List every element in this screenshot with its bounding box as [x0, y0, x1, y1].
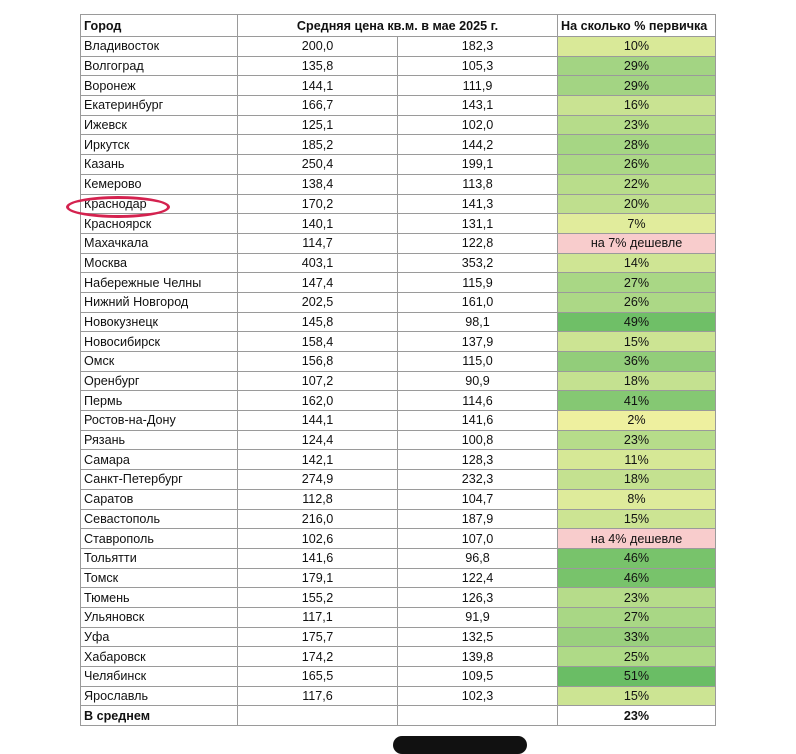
diff-cell: 7% [558, 214, 716, 234]
diff-cell: 28% [558, 135, 716, 155]
primary-price-cell: 114,7 [238, 233, 398, 253]
table-row [81, 529, 716, 549]
city-cell: Новосибирск [81, 332, 238, 352]
city-cell: Воронеж [81, 76, 238, 96]
city-cell: Тюмень [81, 588, 238, 608]
primary-price-cell: 117,6 [238, 686, 398, 706]
diff-cell: 16% [558, 96, 716, 116]
table-row [81, 411, 716, 431]
primary-price-cell: 124,4 [238, 430, 398, 450]
diff-cell: 2% [558, 411, 716, 431]
primary-price-cell: 144,1 [238, 411, 398, 431]
diff-cell: 18% [558, 470, 716, 490]
secondary-price-cell: 141,6 [398, 411, 558, 431]
diff-cell: 46% [558, 568, 716, 588]
diff-cell: 14% [558, 253, 716, 273]
secondary-price-cell: 199,1 [398, 155, 558, 175]
secondary-price-cell: 131,1 [398, 214, 558, 234]
table-row [81, 470, 716, 490]
table-row [81, 568, 716, 588]
price-table [80, 14, 716, 726]
primary-price-cell: 202,5 [238, 292, 398, 312]
city-cell: Новокузнецк [81, 312, 238, 332]
secondary-price-cell: 141,3 [398, 194, 558, 214]
table-row [81, 686, 716, 706]
primary-price-cell: 117,1 [238, 607, 398, 627]
city-cell: Махачкала [81, 233, 238, 253]
secondary-price-cell: 122,8 [398, 233, 558, 253]
diff-cell: 27% [558, 607, 716, 627]
diff-cell: 33% [558, 627, 716, 647]
primary-price-cell: 174,2 [238, 647, 398, 667]
header-price-text: Средняя цена кв.м. в мае 2025 г. [296, 18, 499, 33]
primary-price-cell: 141,6 [238, 548, 398, 568]
city-cell: Ярославль [81, 686, 238, 706]
primary-price-cell: 135,8 [238, 56, 398, 76]
primary-price-cell: 165,5 [238, 667, 398, 687]
secondary-price-cell: 353,2 [398, 253, 558, 273]
secondary-price-cell: 111,9 [398, 76, 558, 96]
secondary-price-cell: 115,9 [398, 273, 558, 293]
average-row [81, 706, 716, 726]
diff-cell: на 4% дешевле [558, 529, 716, 549]
diff-cell: на 7% дешевле [558, 233, 716, 253]
diff-cell: 41% [558, 391, 716, 411]
primary-price-cell: 155,2 [238, 588, 398, 608]
average-label: В среднем [81, 706, 238, 726]
secondary-price-cell: 137,9 [398, 332, 558, 352]
city-cell: Уфа [81, 627, 238, 647]
diff-cell: 29% [558, 56, 716, 76]
header-city: Город [81, 15, 238, 37]
table-row [81, 174, 716, 194]
secondary-price-cell: 182,3 [398, 37, 558, 57]
city-cell: Ульяновск [81, 607, 238, 627]
city-cell: Казань [81, 155, 238, 175]
secondary-price-cell: 126,3 [398, 588, 558, 608]
secondary-price-cell: 90,9 [398, 371, 558, 391]
primary-price-cell: 125,1 [238, 115, 398, 135]
city-cell: Ростов-на-Дону [81, 411, 238, 431]
primary-price-cell: 166,7 [238, 96, 398, 116]
primary-price-cell: 179,1 [238, 568, 398, 588]
header-row [81, 15, 716, 37]
header-price [238, 15, 558, 37]
city-cell: Владивосток [81, 37, 238, 57]
header-percent: На сколько % первичка [558, 15, 716, 37]
table-row [81, 647, 716, 667]
diff-cell: 11% [558, 450, 716, 470]
diff-cell: 18% [558, 371, 716, 391]
city-cell: Хабаровск [81, 647, 238, 667]
table-row [81, 509, 716, 529]
primary-price-cell: 274,9 [238, 470, 398, 490]
diff-cell: 36% [558, 352, 716, 372]
diff-cell: 23% [558, 588, 716, 608]
diff-cell: 46% [558, 548, 716, 568]
table-row [81, 56, 716, 76]
diff-cell: 23% [558, 430, 716, 450]
table-row [81, 627, 716, 647]
city-cell: Красноярск [81, 214, 238, 234]
secondary-price-cell: 161,0 [398, 292, 558, 312]
city-cell: Омск [81, 352, 238, 372]
diff-cell: 15% [558, 332, 716, 352]
table-row [81, 489, 716, 509]
city-cell: Челябинск [81, 667, 238, 687]
table-row [81, 37, 716, 57]
city-cell: Иркутск [81, 135, 238, 155]
table-row [81, 273, 716, 293]
diff-cell: 49% [558, 312, 716, 332]
primary-price-cell: 175,7 [238, 627, 398, 647]
diff-cell: 20% [558, 194, 716, 214]
table-row [81, 312, 716, 332]
city-cell: Тольятти [81, 548, 238, 568]
average-diff: 23% [558, 706, 716, 726]
diff-cell: 26% [558, 155, 716, 175]
diff-cell: 23% [558, 115, 716, 135]
table-row [81, 76, 716, 96]
diff-cell: 8% [558, 489, 716, 509]
primary-price-cell: 216,0 [238, 509, 398, 529]
primary-price-cell: 185,2 [238, 135, 398, 155]
primary-price-cell: 144,1 [238, 76, 398, 96]
secondary-price-cell: 113,8 [398, 174, 558, 194]
primary-price-cell: 138,4 [238, 174, 398, 194]
price-table-container [80, 14, 715, 726]
table-row [81, 588, 716, 608]
city-cell: Санкт-Петербург [81, 470, 238, 490]
table-row [81, 450, 716, 470]
primary-price-cell: 170,2 [238, 194, 398, 214]
diff-cell: 27% [558, 273, 716, 293]
secondary-price-cell: 102,3 [398, 686, 558, 706]
primary-price-cell: 403,1 [238, 253, 398, 273]
city-cell: Нижний Новгород [81, 292, 238, 312]
table-row [81, 430, 716, 450]
primary-price-cell: 107,2 [238, 371, 398, 391]
city-cell: Ставрополь [81, 529, 238, 549]
table-body [81, 37, 716, 726]
city-cell: Екатеринбург [81, 96, 238, 116]
city-cell: Томск [81, 568, 238, 588]
city-cell: Краснодар [81, 194, 238, 214]
secondary-price-cell: 122,4 [398, 568, 558, 588]
diff-cell: 15% [558, 686, 716, 706]
bottom-overlay [393, 736, 527, 754]
city-cell: Севастополь [81, 509, 238, 529]
city-cell: Волгоград [81, 56, 238, 76]
table-row [81, 233, 716, 253]
primary-price-cell: 250,4 [238, 155, 398, 175]
secondary-price-cell: 144,2 [398, 135, 558, 155]
secondary-price-cell: 100,8 [398, 430, 558, 450]
table-row [81, 352, 716, 372]
diff-cell: 26% [558, 292, 716, 312]
city-cell: Самара [81, 450, 238, 470]
primary-price-cell: 102,6 [238, 529, 398, 549]
secondary-price-cell: 105,3 [398, 56, 558, 76]
secondary-price-cell: 107,0 [398, 529, 558, 549]
secondary-price-cell: 104,7 [398, 489, 558, 509]
average-empty-secondary [398, 706, 558, 726]
secondary-price-cell: 128,3 [398, 450, 558, 470]
primary-price-cell: 112,8 [238, 489, 398, 509]
table-row [81, 332, 716, 352]
diff-cell: 10% [558, 37, 716, 57]
table-row [81, 607, 716, 627]
diff-cell: 25% [558, 647, 716, 667]
primary-price-cell: 145,8 [238, 312, 398, 332]
table-row [81, 253, 716, 273]
highlight-circle [66, 196, 170, 218]
city-cell: Ижевск [81, 115, 238, 135]
city-cell: Москва [81, 253, 238, 273]
secondary-price-cell: 102,0 [398, 115, 558, 135]
table-row [81, 96, 716, 116]
secondary-price-cell: 109,5 [398, 667, 558, 687]
secondary-price-cell: 114,6 [398, 391, 558, 411]
primary-price-cell: 147,4 [238, 273, 398, 293]
secondary-price-cell: 187,9 [398, 509, 558, 529]
table-row [81, 135, 716, 155]
primary-price-cell: 156,8 [238, 352, 398, 372]
diff-cell: 22% [558, 174, 716, 194]
primary-price-cell: 142,1 [238, 450, 398, 470]
city-cell: Набережные Челны [81, 273, 238, 293]
diff-cell: 29% [558, 76, 716, 96]
table-row [81, 548, 716, 568]
diff-cell: 15% [558, 509, 716, 529]
table-row [81, 115, 716, 135]
secondary-price-cell: 232,3 [398, 470, 558, 490]
table-row [81, 391, 716, 411]
secondary-price-cell: 96,8 [398, 548, 558, 568]
secondary-price-cell: 115,0 [398, 352, 558, 372]
table-row [81, 155, 716, 175]
secondary-price-cell: 139,8 [398, 647, 558, 667]
city-cell: Саратов [81, 489, 238, 509]
city-cell: Пермь [81, 391, 238, 411]
table-row [81, 667, 716, 687]
table-row [81, 371, 716, 391]
table-row [81, 214, 716, 234]
city-cell: Кемерово [81, 174, 238, 194]
secondary-price-cell: 98,1 [398, 312, 558, 332]
average-empty-primary [238, 706, 398, 726]
city-cell: Рязань [81, 430, 238, 450]
primary-price-cell: 162,0 [238, 391, 398, 411]
diff-cell: 51% [558, 667, 716, 687]
primary-price-cell: 140,1 [238, 214, 398, 234]
primary-price-cell: 158,4 [238, 332, 398, 352]
secondary-price-cell: 91,9 [398, 607, 558, 627]
table-row [81, 292, 716, 312]
city-cell: Оренбург [81, 371, 238, 391]
secondary-price-cell: 132,5 [398, 627, 558, 647]
secondary-price-cell: 143,1 [398, 96, 558, 116]
table-row [81, 194, 716, 214]
primary-price-cell: 200,0 [238, 37, 398, 57]
